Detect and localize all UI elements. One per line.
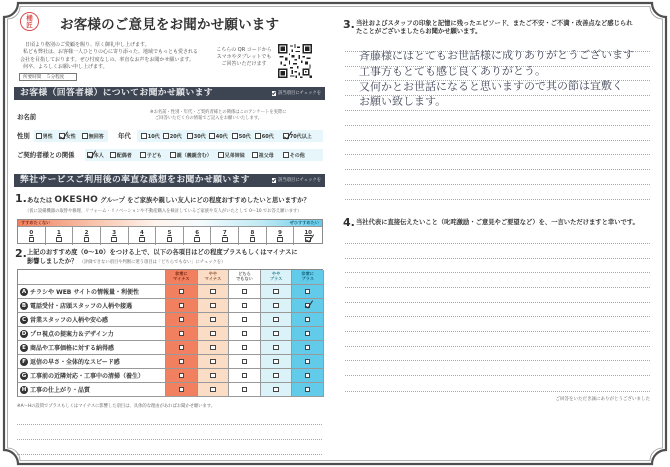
- question-3-text-line2: たことがございましたらお聞かせ願います。: [356, 28, 482, 35]
- q2-text-line2: 影響しましたか？: [27, 258, 78, 265]
- handwritten-answer-line: 斉藤様にはとてもお世話様に成りありがとうございます: [358, 48, 635, 63]
- column-header-neutral: [229, 270, 261, 285]
- row-label-b: [18, 299, 166, 313]
- checkbox[interactable]: [277, 237, 283, 243]
- checkbox[interactable]: [187, 133, 193, 139]
- section-title: お客様（回答者様）についてお聞かせ願います: [20, 88, 213, 98]
- checkbox-c-very-negative[interactable]: [179, 317, 185, 323]
- row-label-a: [18, 285, 166, 299]
- scale-option-7[interactable]: [211, 227, 239, 245]
- checkbox-h-somewhat-positive[interactable]: [273, 387, 279, 393]
- option-label: 祖父母: [258, 152, 274, 159]
- checkbox[interactable]: [84, 237, 90, 243]
- answer-line[interactable]: [345, 169, 650, 170]
- checkbox-g-very-negative[interactable]: [179, 373, 185, 379]
- answer-line[interactable]: [345, 272, 650, 273]
- scale-value: 9: [278, 229, 282, 236]
- row-label-f: [18, 355, 166, 369]
- scale-option-4[interactable]: [129, 227, 157, 245]
- checkbox-d-somewhat-negative[interactable]: [210, 331, 216, 337]
- note-line: ※お名前・性別・年代・ご契約者様との関係はこのアンケートを実際に: [150, 110, 287, 115]
- option-label: 20代: [169, 133, 182, 140]
- option-label: 配偶者: [116, 152, 132, 159]
- checkbox-a-very-negative[interactable]: [179, 289, 185, 295]
- note-line: ご回答いただく方の情報でご記入をお願いいたします。: [155, 115, 263, 121]
- item-label: 工事前の近隣対応・工事中の清掃（養生）: [30, 373, 145, 380]
- gender-option-no-answer[interactable]: [82, 132, 104, 140]
- checkbox-g-somewhat-negative[interactable]: [210, 373, 216, 379]
- answer-line[interactable]: [345, 391, 650, 392]
- answer-line[interactable]: [345, 316, 650, 317]
- checkbox-g-neutral[interactable]: [242, 373, 248, 379]
- checkbox-h-somewhat-negative[interactable]: [210, 387, 216, 393]
- intro-line: 何卒、よろしくお願い申し上げます。: [23, 64, 108, 71]
- scale-option-5[interactable]: [156, 227, 184, 245]
- letter-badge: D: [21, 330, 27, 337]
- checkbox-d-very-positive[interactable]: [305, 331, 311, 337]
- column-header-very-positive: [292, 270, 324, 285]
- question-2-text-line2: [27, 258, 226, 267]
- intro-line: 私ども弊社は、お客様一人ひとりの心に寄り添った、地域でもっとも愛される: [23, 49, 199, 56]
- option-label: 親（義親含む）: [176, 152, 212, 159]
- checkbox[interactable]: [111, 237, 117, 243]
- reason-answer-line[interactable]: [17, 439, 322, 440]
- question-4-number: 4.: [343, 216, 355, 229]
- row-label-d: [18, 327, 166, 341]
- answer-line[interactable]: [345, 346, 650, 347]
- option-label: 50代: [238, 133, 251, 140]
- option-label: 30代: [193, 133, 206, 140]
- section-header-feedback: [14, 174, 325, 187]
- letter-badge: B: [21, 302, 27, 309]
- checkbox-g-somewhat-positive[interactable]: [273, 373, 279, 379]
- checkbox[interactable]: [232, 133, 238, 139]
- handwritten-answer-line: お願い致します。: [358, 94, 447, 109]
- qr-caption-line: こちらの QR コードから: [216, 47, 272, 53]
- q2-reason-note: ※A〜Hの設問でプラスもしくはマイナスに影響した項目は、具体的な理由があればお聞かせ願います。: [17, 404, 216, 409]
- header-line: 非常に: [175, 271, 188, 277]
- checkbox-e-somewhat-positive[interactable]: [273, 345, 279, 351]
- item-label: 電話受付・店頭スタッフの人柄や接遇: [30, 303, 133, 310]
- letter-badge: F: [20, 358, 28, 366]
- question-2-number: 2.: [15, 247, 27, 260]
- scale-value: 2: [84, 229, 89, 236]
- option-label: 子ども: [146, 152, 162, 159]
- page-title: お客様のご意見をお聞かせ願います: [60, 17, 280, 33]
- checkbox-c-somewhat-negative[interactable]: [210, 317, 216, 323]
- scale-option-2[interactable]: [73, 227, 101, 245]
- checkbox-e-very-negative[interactable]: [179, 345, 185, 351]
- checkbox[interactable]: [87, 152, 93, 158]
- checkbox-f-neutral[interactable]: [242, 359, 248, 365]
- qr-caption: [212, 47, 276, 68]
- row-label-e: [18, 341, 166, 355]
- check-hint: [272, 174, 321, 187]
- column-header-somewhat-positive: [261, 270, 293, 285]
- scale-option-10[interactable]: [294, 227, 322, 245]
- answer-line[interactable]: [345, 125, 650, 126]
- option-label: 男性: [42, 133, 53, 140]
- qr-caption-line: ご回答いただけます: [221, 61, 267, 67]
- qr-caption-line: スマホやタブレットでも: [216, 54, 272, 60]
- gender-option-male[interactable]: [36, 132, 53, 140]
- checkbox-b-very-negative[interactable]: [179, 303, 185, 309]
- section-title: 弊社サービスご利用後の率直な感想をお聞かせ願います: [20, 175, 250, 185]
- age-label: 年代: [118, 132, 131, 140]
- option-label: 70代以上: [289, 133, 312, 140]
- checkbox[interactable]: [141, 133, 147, 139]
- checkbox[interactable]: [283, 133, 289, 139]
- checkbox-e-somewhat-negative[interactable]: [210, 345, 216, 351]
- age-option-50s[interactable]: [232, 132, 251, 140]
- check-hint-label: 該当項目にチェックを: [278, 178, 321, 183]
- checkbox-h-very-positive[interactable]: [305, 387, 311, 393]
- answer-line[interactable]: [345, 258, 650, 259]
- check-hint-label: 該当項目にチェックを: [278, 91, 321, 96]
- item-label: 営業スタッフの人柄や安心感: [30, 317, 109, 324]
- scale-value: 4: [139, 229, 144, 236]
- gender-option-female[interactable]: [59, 132, 76, 140]
- checkbox-a-somewhat-negative[interactable]: [210, 289, 216, 295]
- option-label: 無回答: [88, 133, 104, 140]
- answer-line[interactable]: [345, 184, 650, 185]
- scale-value: 0: [29, 229, 34, 236]
- relationship-option-parent[interactable]: [170, 151, 212, 159]
- header-line: でもない: [236, 276, 253, 281]
- header-line: 非常に: [301, 271, 314, 277]
- checkbox-b-neutral[interactable]: [242, 303, 248, 309]
- age-option-60s[interactable]: [255, 132, 274, 140]
- checkbox[interactable]: [170, 152, 176, 158]
- scale-value: 6: [195, 229, 200, 236]
- scale-value: 10: [304, 229, 312, 236]
- answer-line[interactable]: [345, 360, 650, 361]
- checkbox-a-neutral[interactable]: [242, 289, 248, 295]
- checkbox-c-somewhat-positive[interactable]: [273, 317, 279, 323]
- option-label: 60代: [261, 133, 274, 140]
- q1-text-post: グループ をご家族や親しい友人にどの程度おすすめしたいと思いますか？: [98, 197, 310, 204]
- scale-option-8[interactable]: [239, 227, 267, 245]
- question-1-number: 1.: [15, 192, 27, 205]
- name-label: お名前: [17, 113, 37, 121]
- answer-line[interactable]: [345, 302, 650, 303]
- checkbox-f-somewhat-positive[interactable]: [273, 359, 279, 365]
- respondent-note: [150, 110, 287, 121]
- question-3-number: 3.: [343, 18, 355, 31]
- impact-rating-table: [17, 269, 323, 397]
- handwritten-answer-line: 工事方もとても感じ良くありがとう。: [358, 64, 547, 79]
- checkbox-b-somewhat-negative[interactable]: [210, 303, 216, 309]
- reason-answer-line[interactable]: [17, 454, 322, 455]
- age-option-10s[interactable]: [141, 132, 160, 140]
- scale-option-0[interactable]: [18, 227, 46, 245]
- scale-option-1[interactable]: [46, 227, 74, 245]
- checkbox-f-somewhat-negative[interactable]: [210, 359, 216, 365]
- scale-value: 5: [167, 229, 172, 236]
- question-1-text: [27, 196, 310, 205]
- checkbox[interactable]: [139, 237, 145, 243]
- column-header-very-negative: [166, 270, 198, 285]
- scale-value: 7: [222, 229, 227, 236]
- checkbox-e-very-positive[interactable]: [305, 345, 311, 351]
- row-label-g: [18, 369, 166, 383]
- option-label: 女性: [65, 133, 76, 140]
- checkbox-e-neutral[interactable]: [242, 345, 248, 351]
- reason-answer-line[interactable]: [17, 424, 322, 425]
- checkbox[interactable]: [305, 237, 311, 243]
- answer-line[interactable]: [345, 154, 650, 155]
- item-label: プロ視点の提案力＆デザイン力: [30, 331, 114, 338]
- question-4-text: 当社代表に直接伝えたいこと（叱咤激励・ご意見やご要望など）を、一言いただけますと幸いです。: [356, 219, 639, 226]
- answer-line[interactable]: [345, 331, 650, 332]
- checkbox[interactable]: [222, 237, 228, 243]
- letter-badge: A: [21, 288, 27, 295]
- scale-gradient: [18, 220, 322, 226]
- checkbox[interactable]: [250, 237, 256, 243]
- check-hint: [272, 87, 321, 100]
- option-label: 40代: [215, 133, 228, 140]
- row-label-h: [18, 383, 166, 397]
- intro-line: 会社を目指しております。ぜひ忖度なしの、率直なお声をお聞かせ願います。: [20, 56, 195, 63]
- option-label: その他: [289, 152, 305, 159]
- relationship-option-other[interactable]: [283, 151, 305, 159]
- option-label: 10代: [147, 133, 160, 140]
- checkbox-d-somewhat-positive[interactable]: [273, 331, 279, 337]
- qr-code-icon[interactable]: [278, 43, 312, 79]
- checkbox-a-somewhat-positive[interactable]: [273, 289, 279, 295]
- checkbox-f-very-positive[interactable]: [305, 359, 311, 365]
- scale-value: 8: [250, 229, 255, 236]
- checkbox[interactable]: [194, 237, 200, 243]
- row-label-c: [18, 313, 166, 327]
- header-line: プラス: [269, 276, 283, 281]
- relationship-option-self[interactable]: [87, 151, 104, 159]
- checkbox-hint-icon: [272, 178, 277, 183]
- answer-line[interactable]: [345, 110, 650, 111]
- company-logo: [20, 12, 39, 31]
- header-line: マイナス: [173, 276, 190, 281]
- thank-you-message: ご回答をいただき誠にありがとうございました: [555, 397, 650, 402]
- letter-badge: G: [21, 372, 27, 379]
- checkbox[interactable]: [167, 237, 173, 243]
- header-line: やや: [271, 271, 281, 277]
- logo-text: 桶匠: [26, 14, 33, 29]
- duration-badge: 所要時間 ５分程度: [19, 73, 77, 81]
- checkbox-a-very-positive[interactable]: [305, 289, 311, 295]
- table-header-item: [18, 270, 166, 285]
- checkbox-h-neutral[interactable]: [242, 387, 248, 393]
- scale-low-label: すすめたくない: [21, 220, 51, 225]
- checkbox-c-neutral[interactable]: [242, 317, 248, 323]
- checkbox[interactable]: [252, 152, 258, 158]
- option-label: 兄弟姉妹: [224, 152, 245, 159]
- section-header-respondent: [14, 87, 325, 100]
- handwritten-answer-line: 又何かとお世話になると思いますので其の節は宜敷く: [358, 79, 624, 94]
- item-label: 工事の仕上がり・品質: [30, 387, 91, 394]
- header-line: どちら: [238, 271, 251, 277]
- name-field[interactable]: [40, 112, 140, 121]
- answer-line[interactable]: [345, 140, 650, 141]
- checkbox[interactable]: [29, 237, 35, 243]
- checkbox-b-very-positive[interactable]: [305, 303, 311, 309]
- checkbox[interactable]: [140, 152, 146, 158]
- checkbox-b-somewhat-positive[interactable]: [273, 303, 279, 309]
- checkbox[interactable]: [56, 237, 62, 243]
- option-label: 本人: [93, 152, 104, 159]
- question-1-subtext: （仮に設備機器の取替や修理、リフォーム・リノベーションや不動産購入を検討しているご家族や友人がいたとして 0〜10 でお答え願います）: [25, 209, 302, 214]
- checkbox-h-very-negative[interactable]: [179, 387, 185, 393]
- relationship-option-spouse[interactable]: [110, 151, 132, 159]
- answer-line[interactable]: [345, 199, 650, 200]
- header-line: やや: [208, 271, 218, 277]
- item-label: 商品や工事価格に対する納得感: [30, 345, 115, 352]
- scale-option-3[interactable]: [101, 227, 129, 245]
- gender-label: 性別: [17, 132, 30, 140]
- scale-option-9[interactable]: [267, 227, 295, 245]
- recommendation-scale: [17, 219, 323, 244]
- relationship-option-child[interactable]: [140, 151, 162, 159]
- q1-text-pre: あなたは: [27, 197, 55, 204]
- checkbox-g-very-positive[interactable]: [305, 373, 311, 379]
- scale-high-label: ぜひすすめたい: [289, 220, 319, 225]
- question-3-text-line1: 当社およびスタッフの印象と記憶に残ったエピソード、またご不安・ご不満・改善点など感じられ: [356, 20, 633, 27]
- question-2-text-line1: 上記のおすすめ度（0〜10）をつける上で、以下の各項目はどの程度プラスもしくはマイナスに: [27, 249, 298, 256]
- header-line: プラス: [301, 276, 314, 281]
- age-option-70s-plus[interactable]: [283, 132, 312, 140]
- answer-line[interactable]: [345, 287, 650, 288]
- checkbox[interactable]: [82, 133, 88, 139]
- checkbox[interactable]: [110, 152, 116, 158]
- checkbox[interactable]: [59, 133, 65, 139]
- letter-badge: H: [21, 386, 27, 393]
- checkbox[interactable]: [163, 133, 169, 139]
- checkbox-d-neutral[interactable]: [242, 331, 248, 337]
- checkbox-d-very-negative[interactable]: [179, 331, 185, 337]
- item-label: チラシや WEB サイトの情報量・利便性: [30, 289, 140, 296]
- age-option-40s[interactable]: [209, 132, 228, 140]
- scale-value: 1: [57, 229, 61, 236]
- relationship-option-sibling[interactable]: [218, 151, 245, 159]
- checkbox[interactable]: [209, 133, 215, 139]
- checkbox-hint-icon: [272, 91, 277, 96]
- scale-option-6[interactable]: [184, 227, 212, 245]
- checkbox[interactable]: [255, 133, 261, 139]
- checkbox-f-very-negative[interactable]: [179, 359, 185, 365]
- checkbox[interactable]: [218, 152, 224, 158]
- relationship-label: ご契約者様との関係: [17, 151, 75, 159]
- column-header-somewhat-negative: [198, 270, 230, 285]
- relationship-option-grandparent[interactable]: [252, 151, 274, 159]
- scale-value: 3: [112, 229, 117, 236]
- brand-name: OKESHO: [54, 195, 99, 205]
- checkbox-c-very-positive[interactable]: [305, 317, 311, 323]
- header-line: マイナス: [204, 276, 222, 281]
- intro-line: 日頃より格別のご愛顧を賜り、厚く御礼申し上げます。: [25, 42, 150, 48]
- intro-text: [20, 42, 220, 72]
- item-label: 返信の早さ・全体的なスピード感: [30, 359, 120, 366]
- letter-badge: C: [21, 316, 27, 323]
- q2-hint: （評価できない項目や判断に迷う項目は「どちらでもない」にチェックを）: [79, 260, 226, 265]
- letter-badge: E: [20, 344, 28, 352]
- checkbox[interactable]: [36, 133, 42, 139]
- age-option-20s[interactable]: [163, 132, 182, 140]
- answer-line[interactable]: [345, 375, 650, 376]
- checkbox[interactable]: [283, 152, 289, 158]
- age-option-30s[interactable]: [187, 132, 206, 140]
- answer-line[interactable]: [345, 243, 650, 244]
